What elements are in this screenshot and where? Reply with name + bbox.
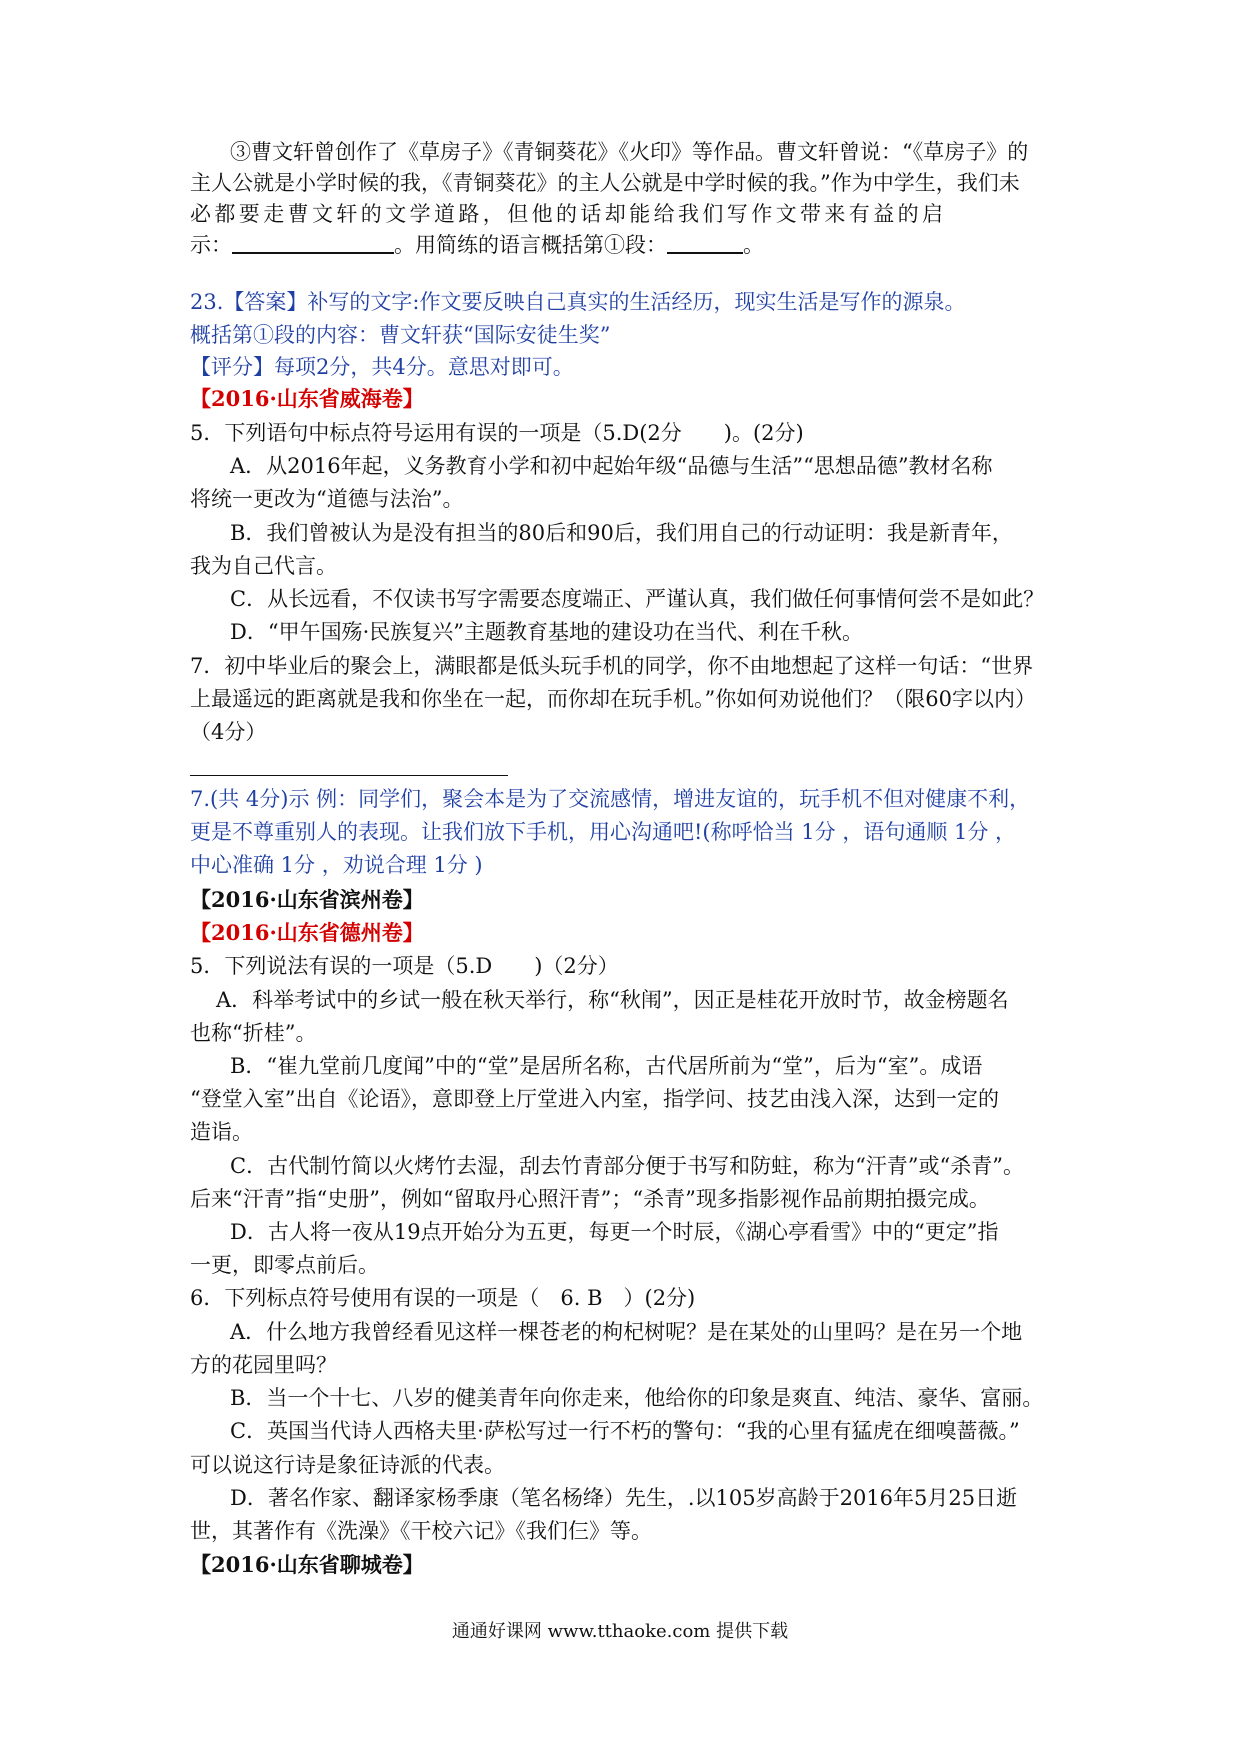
dezhou-q5-option-c-2: 后来“汗青”指“史册”，例如“留取丹心照汗青”；“杀青”现多指影视作品前期拍摄完成。	[190, 1187, 990, 1211]
dezhou-q5-option-b-2: “登堂入室”出自《论语》，意即登上厅堂进入内室，指学问、技艺由浅入深，达到一定的	[190, 1087, 999, 1111]
dezhou-q6-option-a-1: A．什么地方我曾经看见这样一棵苍老的枸杞树呢？是在某处的山里吗？是在另一个地	[230, 1320, 1023, 1344]
weihai-q5-option-a-2: 将统一更改为“道德与法治”。	[190, 487, 464, 511]
dezhou-q5: 5．下列说法有误的一项是（5.D )（2分）	[190, 954, 619, 978]
weihai-q5-option-b-1: B．我们曾被认为是没有担当的80后和90后，我们用自己的行动证明：我是新青年，	[230, 521, 1013, 545]
dezhou-q6-option-d-2: 世，其著作有《洗澡》《干校六记》《我们仨》等。	[190, 1519, 652, 1543]
weihai-q7-line-3: （4分）	[190, 720, 267, 744]
q23-answer-line-2: 概括第①段的内容：曹文轩获“国际安徒生奖”	[190, 323, 611, 347]
dezhou-q5-option-b-1: B．“崔九堂前几度闻”中的“堂”是居所名称，古代居所前为“堂”，后为“室”。成语	[230, 1054, 983, 1078]
q23-prompt-summary: 。用简练的语言概括第①段：	[394, 233, 667, 257]
footer-download-credit: 通通好课网 www.tthaoke.com 提供下载	[451, 1621, 789, 1642]
weihai-q5-option-a-1: A．从2016年起，义务教育小学和初中起始年级“品德与生活”“思想品德”教材名称	[230, 454, 993, 478]
dezhou-q5-option-b-3: 造诣。	[190, 1120, 253, 1144]
weihai-q7-line-2: 上最遥远的距离就是我和你坐在一起，而你却在玩手机。”你如何劝说他们？（限60字以内）	[190, 687, 1036, 711]
weihai-q5-option-c: C．从长远看，不仅读书写字需要态度端正、严谨认真，我们做任何事情何尝不是如此？	[230, 587, 1045, 611]
weihai-q7-line-1: 7．初中毕业后的聚会上，满眼都是低头玩手机的同学，你不由地想起了这样一句话：“世界	[190, 654, 1034, 678]
weihai-q5-option-b-2: 我为自己代言。	[190, 554, 337, 578]
q23-text-line-4	[190, 230, 764, 260]
dezhou-q5-option-a-2: 也称“折桂”。	[190, 1021, 317, 1045]
heading-weihai: 【2016·山东省威海卷】	[190, 386, 424, 411]
weihai-q5-option-d: D．“甲午国殇·民族复兴”主题教育基地的建设功在当代、利在千秋。	[230, 620, 863, 644]
dezhou-q5-option-c-1: C．古代制竹简以火烤竹去湿，刮去竹青部分便于书写和防蛀，称为“汗青”或“杀青”。	[230, 1154, 1025, 1178]
q7-answer-line-3: 中心准确 1分 ，劝说合理 1分 )	[190, 853, 483, 877]
q23-scoring: 【评分】每项2分，共4分。意思对即可。	[190, 355, 574, 379]
answer-line	[190, 775, 508, 776]
dezhou-q6-option-c-2: 可以说这行诗是象征诗派的代表。	[190, 1453, 505, 1477]
dezhou-q5-option-d-1: D．古人将一夜从19点开始分为五更，每更一个时辰，《湖心亭看雪》中的“更定”指	[230, 1220, 999, 1244]
dezhou-q6-option-b: B．当一个十七、八岁的健美青年向你走来，他给你的印象是爽直、纯洁、豪华、富丽。	[230, 1386, 1044, 1410]
weihai-q5: 5．下列语句中标点符号运用有误的一项是（5.D(2分 )。(2分)	[190, 421, 804, 445]
q23-prompt-end: 。	[743, 233, 764, 257]
q23-text-line-3: 必都要走曹文轩的文学道路，但他的话却能给我们写作文带来有益的启	[190, 202, 947, 226]
dezhou-q6: 6．下列标点符号使用有误的一项是（ 6. B ）(2分)	[190, 1286, 696, 1310]
answer-blank-1	[232, 232, 394, 254]
q7-answer-line-1: 7.(共 4分)示 例：同学们，聚会本是为了交流感情，增进友谊的，玩手机不但对健康不利，	[190, 787, 1031, 811]
dezhou-q6-option-d-1: D．著名作家、翻译家杨季康（笔名杨绛）先生，.以105岁高龄于2016年5月25日逝	[230, 1486, 1018, 1510]
dezhou-q5-option-d-2: 一更，即零点前后。	[190, 1253, 379, 1277]
answer-blank-2	[667, 232, 743, 254]
heading-binzhou: 【2016·山东省滨州卷】	[190, 887, 424, 912]
q23-prompt-label: 示：	[190, 233, 232, 257]
q7-answer-line-2: 更是不尊重别人的表现。让我们放下手机，用心沟通吧!(称呼恰当 1分 ，语句通顺 1分 ，	[190, 820, 1017, 844]
q23-answer-line-1: 23.【答案】补写的文字:作文要反映自己真实的生活经历，现实生活是写作的源泉。	[190, 290, 966, 314]
q23-text-line-2: 主人公就是小学时候的我，《青铜葵花》的主人公就是中学时候的我。”作为中学生，我们未	[190, 171, 1020, 195]
dezhou-q6-option-c-1: C．英国当代诗人西格夫里·萨松写过一行不朽的警句：“我的心里有猛虎在细嗅蔷薇。”	[230, 1419, 1020, 1443]
heading-liaocheng: 【2016·山东省聊城卷】	[190, 1552, 424, 1577]
q23-text-line-1: ③曹文轩曾创作了《草房子》《青铜葵花》《火印》等作品。曹文轩曾说：“《草房子》的	[230, 140, 1029, 164]
heading-dezhou: 【2016·山东省德州卷】	[190, 920, 424, 945]
dezhou-q6-option-a-2: 方的花园里吗？	[190, 1353, 337, 1377]
dezhou-q5-option-a-1: A．科举考试中的乡试一般在秋天举行，称“秋闱”，因正是桂花开放时节，故金榜题名	[216, 988, 1009, 1012]
